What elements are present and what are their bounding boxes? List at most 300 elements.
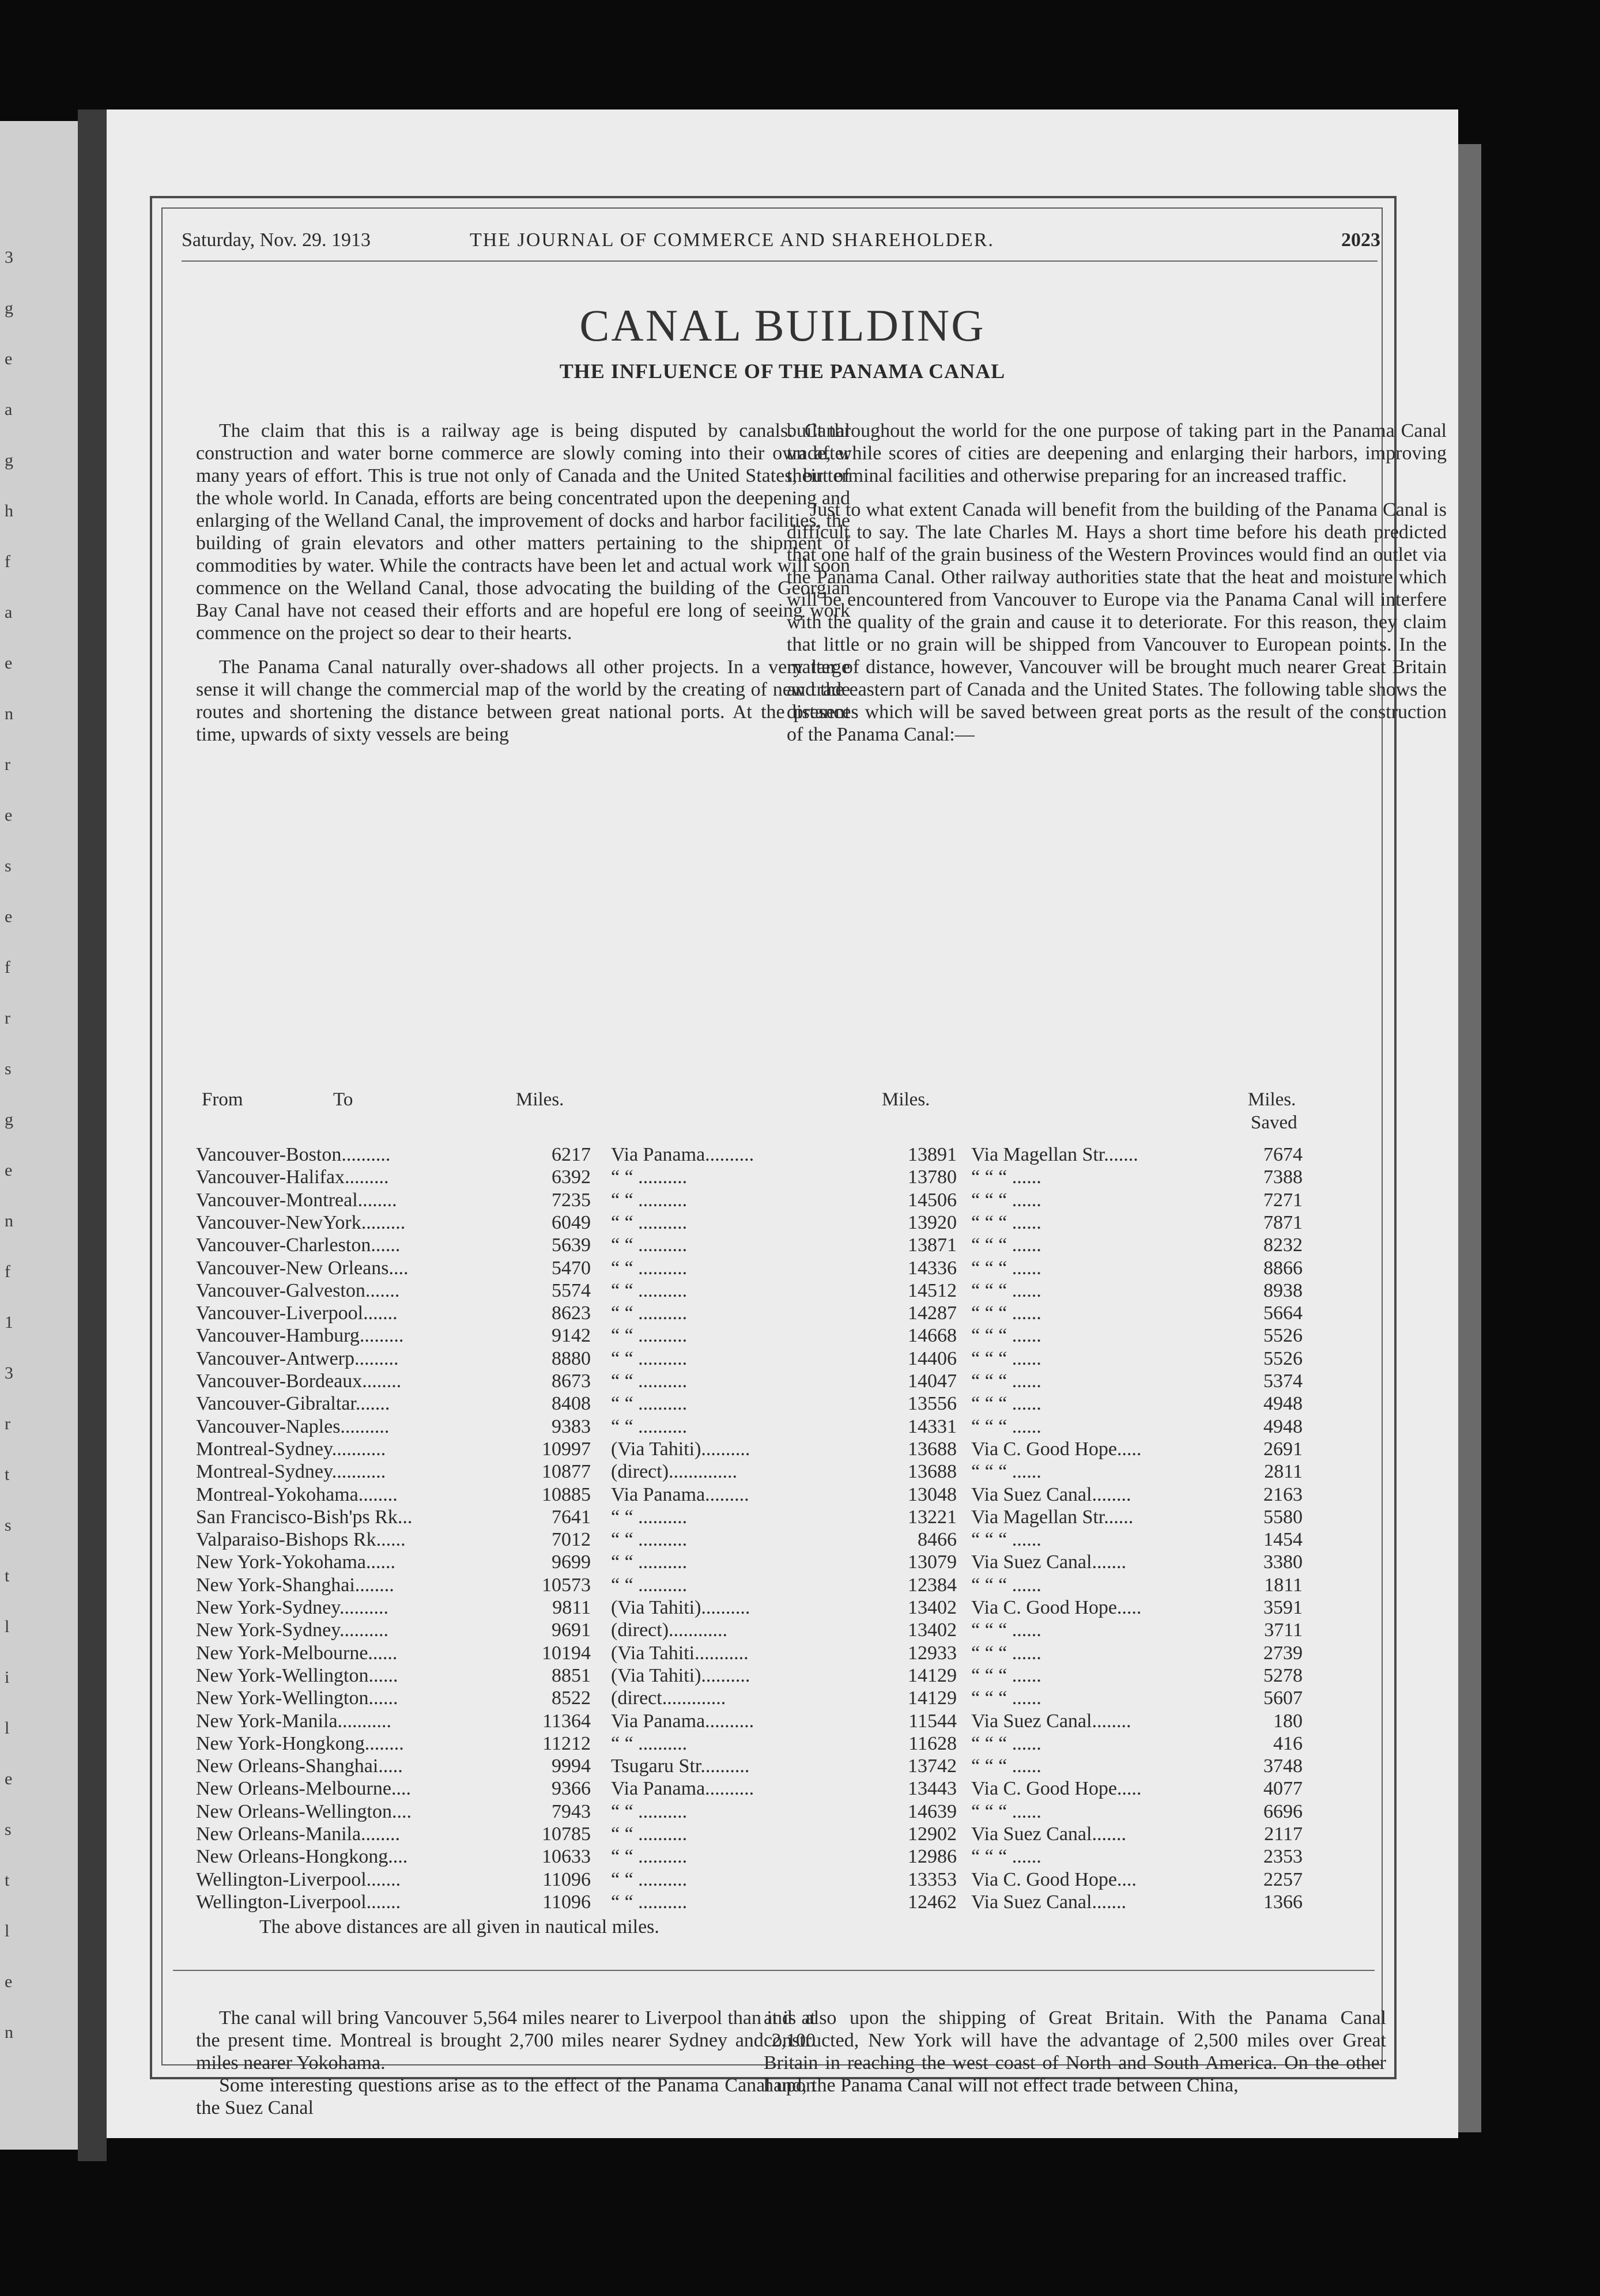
- table-row: [107, 1755, 1458, 1778]
- cell-route-via: “ “ ..........: [611, 1347, 688, 1369]
- cell-route-via: (direct)............: [611, 1619, 728, 1641]
- cell-route: Vancouver-Bordeaux........: [196, 1370, 402, 1392]
- table-row: [107, 1280, 1458, 1302]
- cell-miles-saved: 2353: [1263, 1846, 1303, 1868]
- book-gutter: [78, 109, 107, 2161]
- cell-route-via: “ “ ..........: [611, 1506, 688, 1528]
- table-note: The above distances are all given in nautical miles.: [259, 1916, 659, 1938]
- paragraph: The canal will bring Vancouver 5,564 miles nearer to Liverpool than it is at the present time. Montreal is brought 2,700 miles nearer Sydney and 2,100 miles nearer Yokohama.: [196, 2007, 816, 2074]
- cell-route-via: “ “ ..........: [611, 1234, 688, 1256]
- edge-letter: r: [5, 1009, 10, 1028]
- cell-miles-saved: 4077: [1263, 1778, 1303, 1800]
- cell-miles-saved: 1454: [1263, 1529, 1303, 1551]
- cell-route-via: “ “ ..........: [611, 1891, 688, 1913]
- cell-miles-saved: 3380: [1263, 1551, 1303, 1573]
- cell-miles-via-existing: 8851: [552, 1664, 591, 1686]
- cell-miles-saved: 2117: [1264, 1823, 1303, 1845]
- table-row: [107, 1778, 1458, 1800]
- cell-alt-route: Via C. Good Hope.....: [971, 1778, 1142, 1800]
- cell-miles-saved: 1366: [1263, 1891, 1303, 1913]
- edge-letter: f: [5, 1262, 10, 1281]
- table-row: [107, 1642, 1458, 1665]
- cell-route-via: (Via Tahiti)..........: [611, 1438, 750, 1460]
- cell-miles-saved: 2811: [1264, 1461, 1303, 1483]
- cell-miles-saved: 5278: [1263, 1664, 1303, 1686]
- cell-miles-via-existing: 10573: [542, 1574, 591, 1596]
- cell-route: Wellington-Liverpool.......: [196, 1868, 401, 1890]
- cell-miles-saved: 5374: [1263, 1370, 1303, 1392]
- cell-miles-via-existing: 7012: [552, 1529, 591, 1551]
- cell-alt-route: “ “ “ ......: [971, 1257, 1041, 1279]
- paragraph: Just to what extent Canada will benefit from the building of the Panama Canal is difficult to say. The late Charles M. Hays a short time before his death predicted that one half of the grain business of the Western Provinces would find an outlet via the Panama Canal. Other railway authorities state that the heat and moisture which will be encountered from Vancouver to Europe via the Panama Canal will interfere with the quality of the grain and cause it to deteriorate. For this reason, they claim that little or no grain will be shipped from Vancouver to European points. In the matter of distance, however, Vancouver will be brought much nearer Great Britain and the eastern part of Canada and the United States. The following table shows the distances which will be saved between great ports as the result of the construction of the Panama Canal:—: [787, 499, 1447, 745]
- cell-miles-saved: 7388: [1263, 1166, 1303, 1188]
- cell-miles-via-existing: 5574: [552, 1279, 591, 1301]
- cell-route-via: “ “ ..........: [611, 1393, 688, 1415]
- cell-alt-route: Via Suez Canal.......: [971, 1551, 1126, 1573]
- edge-letter: n: [5, 704, 13, 723]
- cell-miles-via-existing: 8623: [552, 1302, 591, 1324]
- cell-miles-alt: 12986: [908, 1846, 957, 1868]
- cell-route: Vancouver-Boston..........: [196, 1144, 391, 1165]
- cell-miles-alt: 13048: [908, 1483, 957, 1505]
- table-row: [107, 1166, 1458, 1189]
- cell-miles-alt: 13079: [908, 1551, 957, 1573]
- table-row: [107, 1619, 1458, 1642]
- edge-letter: g: [5, 1110, 13, 1129]
- edge-letter: h: [5, 501, 13, 520]
- cell-alt-route: “ “ “ ......: [971, 1393, 1041, 1415]
- cell-route: New York-Hongkong........: [196, 1732, 404, 1754]
- cell-route: New York-Melbourne......: [196, 1642, 398, 1664]
- cell-miles-alt: 14406: [908, 1347, 957, 1369]
- cell-miles-via-existing: 10785: [542, 1823, 591, 1845]
- cell-route-via: (direct)..............: [611, 1461, 738, 1483]
- cell-route: Montreal-Yokohama........: [196, 1483, 398, 1505]
- adjacent-page-edge: [0, 121, 78, 2150]
- cell-route-via: “ “ ..........: [611, 1302, 688, 1324]
- cell-miles-saved: 4948: [1263, 1415, 1303, 1437]
- cell-alt-route: “ “ “ ......: [971, 1732, 1041, 1754]
- cell-miles-alt: 13920: [908, 1211, 957, 1233]
- page-number: 2023: [1341, 229, 1380, 251]
- cell-miles-saved: 8938: [1263, 1279, 1303, 1301]
- cell-alt-route: Via Magellan Str.......: [971, 1144, 1138, 1165]
- table-row: [107, 1370, 1458, 1393]
- edge-letter: e: [5, 654, 13, 673]
- cell-alt-route: Via Suez Canal.......: [971, 1891, 1126, 1913]
- edge-letter: l: [5, 1617, 10, 1636]
- cell-route-via: (direct.............: [611, 1687, 726, 1709]
- cell-route-via: “ “ ..........: [611, 1415, 688, 1437]
- cell-miles-saved: 8866: [1263, 1257, 1303, 1279]
- cell-miles-alt: 14047: [908, 1370, 957, 1392]
- cell-route: Vancouver-Hamburg.........: [196, 1325, 404, 1347]
- cell-route-via: “ “ ..........: [611, 1823, 688, 1845]
- cell-miles-alt: 14336: [908, 1257, 957, 1279]
- cell-miles-alt: 11628: [908, 1732, 957, 1754]
- cell-miles-saved: 2257: [1263, 1868, 1303, 1890]
- cell-miles-alt: 14506: [908, 1189, 957, 1211]
- edge-letter: l: [5, 1921, 10, 1940]
- cell-miles-saved: 8232: [1263, 1234, 1303, 1256]
- cell-route: Vancouver-NewYork.........: [196, 1211, 406, 1233]
- cell-route-via: Via Panama.........: [611, 1483, 749, 1505]
- edge-letter: s: [5, 1820, 12, 1839]
- edge-letter: e: [5, 907, 13, 926]
- edge-letter: 1: [5, 1313, 13, 1332]
- cell-miles-via-existing: 9142: [552, 1325, 591, 1347]
- continuation-column-2: [764, 2007, 1386, 2108]
- cell-route: New Orleans-Melbourne....: [196, 1778, 411, 1800]
- cell-route: New York-Shanghai........: [196, 1574, 394, 1596]
- cell-miles-saved: 3711: [1264, 1619, 1303, 1641]
- edge-letter: e: [5, 1769, 13, 1788]
- cell-miles-alt: 13871: [908, 1234, 957, 1256]
- cell-route: Vancouver-Liverpool.......: [196, 1302, 398, 1324]
- cell-alt-route: “ “ “ ......: [971, 1211, 1041, 1233]
- cell-miles-alt: 13688: [908, 1438, 957, 1460]
- cell-miles-saved: 1811: [1264, 1574, 1303, 1596]
- cell-alt-route: “ “ “ ......: [971, 1800, 1041, 1822]
- cell-miles-saved: 2163: [1263, 1483, 1303, 1505]
- cell-alt-route: “ “ “ ......: [971, 1347, 1041, 1369]
- edge-letter: s: [5, 856, 12, 875]
- cell-route: Vancouver-Antwerp.........: [196, 1347, 399, 1369]
- cell-miles-saved: 4948: [1263, 1393, 1303, 1415]
- page-edge-shadow: [1458, 144, 1481, 2132]
- cell-miles-saved: 7674: [1263, 1144, 1303, 1165]
- edge-letter: i: [5, 1668, 10, 1687]
- cell-route: Vancouver-Montreal........: [196, 1189, 397, 1211]
- cell-miles-alt: 14129: [908, 1687, 957, 1709]
- edge-letter: e: [5, 1161, 13, 1180]
- cell-miles-via-existing: 6392: [552, 1166, 591, 1188]
- table-row: [107, 1529, 1458, 1551]
- cell-route-via: “ “ ..........: [611, 1800, 688, 1822]
- table-row: [107, 1710, 1458, 1733]
- cell-route: Montreal-Sydney...........: [196, 1438, 386, 1460]
- cell-route-via: “ “ ..........: [611, 1257, 688, 1279]
- cell-miles-via-existing: 9994: [552, 1755, 591, 1777]
- cell-miles-alt: 12462: [908, 1891, 957, 1913]
- cell-route-via: “ “ ..........: [611, 1846, 688, 1868]
- edge-letter: g: [5, 451, 13, 470]
- table-row: [107, 1869, 1458, 1891]
- cell-miles-via-existing: 10633: [542, 1846, 591, 1868]
- cell-miles-via-existing: 5470: [552, 1257, 591, 1279]
- cell-route-via: Tsugaru Str..........: [611, 1755, 750, 1777]
- cell-route: San Francisco-Bish'ps Rk...: [196, 1506, 413, 1528]
- cell-miles-via-existing: 8408: [552, 1393, 591, 1415]
- cell-route: New Orleans-Shanghai.....: [196, 1755, 403, 1777]
- cell-miles-saved: 2691: [1263, 1438, 1303, 1460]
- cell-miles-saved: 416: [1273, 1732, 1303, 1754]
- cell-alt-route: “ “ “ ......: [971, 1574, 1041, 1596]
- paragraph: built throughout the world for the one purpose of taking part in the Panama Canal trade, while scores of cities are deepening and enlarging their harbors, improving their terminal facilities and otherwise preparing for an increased traffic.: [787, 420, 1447, 486]
- table-row: [107, 1212, 1458, 1234]
- edge-letter: 3: [5, 1364, 13, 1383]
- edge-letter: e: [5, 806, 13, 825]
- cell-miles-saved: 2739: [1263, 1642, 1303, 1664]
- adjacent-page-text: [0, 121, 78, 2150]
- cell-alt-route: “ “ “ ......: [971, 1664, 1041, 1686]
- cell-alt-route: Via C. Good Hope.....: [971, 1438, 1142, 1460]
- cell-alt-route: “ “ “ ......: [971, 1189, 1041, 1211]
- table-row: [107, 1733, 1458, 1755]
- cell-miles-saved: 7871: [1263, 1211, 1303, 1233]
- cell-miles-alt: 13780: [908, 1166, 957, 1188]
- cell-miles-alt: 12933: [908, 1642, 957, 1664]
- cell-miles-alt: 14512: [908, 1279, 957, 1301]
- cell-alt-route: “ “ “ ......: [971, 1619, 1041, 1641]
- cell-route: New York-Sydney..........: [196, 1619, 389, 1641]
- cell-miles-via-existing: 6217: [552, 1144, 591, 1165]
- cell-route-via: “ “ ..........: [611, 1211, 688, 1233]
- cell-route-via: Via Panama..........: [611, 1710, 754, 1732]
- table-row: [107, 1506, 1458, 1529]
- table-row: [107, 1393, 1458, 1415]
- table-row: [107, 1551, 1458, 1574]
- table-row: [107, 1687, 1458, 1710]
- cell-miles-via-existing: 8522: [552, 1687, 591, 1709]
- table-row: [107, 1846, 1458, 1868]
- cell-route: Montreal-Sydney...........: [196, 1461, 386, 1483]
- cell-miles-saved: 6696: [1263, 1800, 1303, 1822]
- edge-letter: 3: [5, 248, 13, 267]
- cell-route-via: Via Panama..........: [611, 1778, 754, 1800]
- edge-letter: f: [5, 958, 10, 977]
- cell-route: New Orleans-Hongkong....: [196, 1846, 408, 1868]
- cell-alt-route: Via C. Good Hope....: [971, 1868, 1137, 1890]
- edge-letter: a: [5, 603, 13, 622]
- cell-miles-alt: 13221: [908, 1506, 957, 1528]
- cell-miles-via-existing: 5639: [552, 1234, 591, 1256]
- cell-route-via: “ “ ..........: [611, 1868, 688, 1890]
- cell-miles-via-existing: 7235: [552, 1189, 591, 1211]
- edge-letter: g: [5, 299, 13, 318]
- cell-miles-saved: 5607: [1263, 1687, 1303, 1709]
- issue-date: Saturday, Nov. 29. 1913: [182, 229, 371, 251]
- header-saved-2: Saved: [1251, 1112, 1297, 1133]
- table-row: [107, 1891, 1458, 1914]
- cell-alt-route: “ “ “ ......: [971, 1415, 1041, 1437]
- header-from: From: [202, 1089, 243, 1110]
- cell-route: Wellington-Liverpool.......: [196, 1891, 401, 1913]
- cell-route-via: “ “ ..........: [611, 1279, 688, 1301]
- journal-page: [107, 109, 1458, 2138]
- cell-miles-via-existing: 9383: [552, 1415, 591, 1437]
- continuation-column-1: [196, 2007, 816, 2131]
- cell-route: New Orleans-Wellington....: [196, 1800, 412, 1822]
- cell-route-via: “ “ ..........: [611, 1189, 688, 1211]
- cell-route-via: (Via Tahiti)..........: [611, 1664, 750, 1686]
- edge-letter: t: [5, 1566, 10, 1585]
- table-row: [107, 1302, 1458, 1325]
- cell-miles-via-existing: 9811: [552, 1597, 591, 1618]
- journal-name: THE JOURNAL OF COMMERCE AND SHAREHOLDER.: [470, 229, 994, 251]
- cell-alt-route: Via C. Good Hope.....: [971, 1597, 1142, 1618]
- edge-letter: s: [5, 1516, 12, 1535]
- edge-letter: e: [5, 349, 13, 368]
- table-row: [107, 1257, 1458, 1280]
- cell-miles-alt: 13353: [908, 1868, 957, 1890]
- edge-letter: n: [5, 2023, 13, 2042]
- cell-route: Vancouver-Charleston......: [196, 1234, 401, 1256]
- cell-alt-route: Via Magellan Str......: [971, 1506, 1134, 1528]
- article-subtitle: THE INFLUENCE OF THE PANAMA CANAL: [559, 360, 1006, 383]
- cell-alt-route: Via Suez Canal........: [971, 1710, 1131, 1732]
- paragraph: The Panama Canal naturally over-shadows all other projects. In a very large sense it will change the commercial map of the world by the creating of new trade routes and shortening the distance between great national ports. At the present time, upwards of sixty vessels are being: [196, 656, 850, 745]
- cell-route-via: (Via Tahiti...........: [611, 1642, 749, 1664]
- cell-route: New York-Yokohama......: [196, 1551, 396, 1573]
- cell-miles-saved: 5580: [1263, 1506, 1303, 1528]
- cell-alt-route: “ “ “ ......: [971, 1325, 1041, 1347]
- cell-alt-route: “ “ “ ......: [971, 1687, 1041, 1709]
- article-column-2: [787, 420, 1447, 757]
- edge-letter: r: [5, 1414, 10, 1433]
- cell-route: New York-Manila...........: [196, 1710, 392, 1732]
- header-rule: [182, 260, 1378, 262]
- cell-route-via: “ “ ..........: [611, 1529, 688, 1551]
- cell-route: New York-Wellington......: [196, 1687, 398, 1709]
- cell-route: Vancouver-Halifax.........: [196, 1166, 389, 1188]
- table-row: [107, 1325, 1458, 1347]
- cell-alt-route: “ “ “ ......: [971, 1755, 1041, 1777]
- cell-miles-saved: 3748: [1263, 1755, 1303, 1777]
- cell-miles-via-existing: 7943: [552, 1800, 591, 1822]
- paragraph: The claim that this is a railway age is being disputed by canals. Canal construction and water borne commerce are slowly coming into their own after many years of effort. This is true not only of Canada and the United States, but of the whole world. In Canada, efforts are being concentrated upon the deepening and enlarging of the Welland Canal, the improvement of docks and harbor facilities, the building of grain elevators and other matters pertaining to the shipment of commodities by water. While the contracts have been let and actual work will soon commence on the Welland Canal, those advocating the building of the Georgian Bay Canal have not ceased their efforts and are hopeful ere long of seeing work commence on the project so dear to their hearts.: [196, 420, 850, 644]
- cell-miles-via-existing: 11364: [542, 1710, 591, 1732]
- cell-miles-via-existing: 9366: [552, 1778, 591, 1800]
- cell-miles-via-existing: 6049: [552, 1211, 591, 1233]
- header-miles-2: Miles.: [882, 1089, 930, 1110]
- edge-letter: e: [5, 1972, 13, 1991]
- cell-miles-alt: 14287: [908, 1302, 957, 1324]
- edge-letter: f: [5, 552, 10, 571]
- cell-miles-via-existing: 8880: [552, 1347, 591, 1369]
- edge-letter: s: [5, 1059, 12, 1078]
- table-row: [107, 1144, 1458, 1166]
- cell-route: Vancouver-Galveston.......: [196, 1279, 400, 1301]
- cell-route: New York-Wellington......: [196, 1664, 398, 1686]
- table-row: [107, 1574, 1458, 1597]
- cell-route: Vancouver-Gibraltar.......: [196, 1393, 390, 1415]
- cell-alt-route: Via Suez Canal........: [971, 1483, 1131, 1505]
- cell-miles-alt: 13891: [908, 1144, 957, 1165]
- edge-letter: t: [5, 1465, 10, 1484]
- cell-miles-alt: 14129: [908, 1664, 957, 1686]
- cell-miles-saved: 5526: [1263, 1347, 1303, 1369]
- cell-miles-alt: 13443: [908, 1778, 957, 1800]
- paragraph: Some interesting questions arise as to the effect of the Panama Canal upon the Suez Canal: [196, 2075, 816, 2118]
- cell-route-via: “ “ ..........: [611, 1574, 688, 1596]
- cell-alt-route: “ “ “ ......: [971, 1234, 1041, 1256]
- table-row: [107, 1484, 1458, 1506]
- cell-miles-saved: 5526: [1263, 1325, 1303, 1347]
- cell-route: New Orleans-Manila........: [196, 1823, 401, 1845]
- table-row: [107, 1597, 1458, 1619]
- cell-miles-via-existing: 10997: [542, 1438, 591, 1460]
- cell-miles-alt: 13742: [908, 1755, 957, 1777]
- cell-route-via: “ “ ..........: [611, 1325, 688, 1347]
- cell-alt-route: “ “ “ ......: [971, 1166, 1041, 1188]
- cell-miles-alt: 14639: [908, 1800, 957, 1822]
- cell-miles-alt: 13556: [908, 1393, 957, 1415]
- header-saved-1: Miles.: [1248, 1089, 1296, 1110]
- cell-miles-alt: 12902: [908, 1823, 957, 1845]
- cell-miles-via-existing: 10194: [542, 1642, 591, 1664]
- cell-miles-alt: 12384: [908, 1574, 957, 1596]
- cell-miles-alt: 13402: [908, 1619, 957, 1641]
- cell-alt-route: “ “ “ ......: [971, 1529, 1041, 1551]
- cell-route-via: “ “ ..........: [611, 1370, 688, 1392]
- edge-letter: t: [5, 1871, 10, 1890]
- cell-miles-alt: 11544: [908, 1710, 957, 1732]
- cell-route: Vancouver-Naples..........: [196, 1415, 390, 1437]
- table-row: [107, 1801, 1458, 1823]
- table-row: [107, 1234, 1458, 1257]
- cell-miles-saved: 3591: [1263, 1597, 1303, 1618]
- cell-miles-via-existing: 9699: [552, 1551, 591, 1573]
- cell-route-via: “ “ ..........: [611, 1732, 688, 1754]
- cell-miles-via-existing: 11096: [542, 1891, 591, 1913]
- edge-letter: l: [5, 1719, 10, 1738]
- article-column-1: [196, 420, 850, 757]
- edge-letter: a: [5, 400, 13, 419]
- cell-miles-alt: 13688: [908, 1461, 957, 1483]
- cell-miles-via-existing: 10885: [542, 1483, 591, 1505]
- section-rule: [173, 1970, 1375, 1971]
- cell-miles-alt: 14668: [908, 1325, 957, 1347]
- table-row: [107, 1189, 1458, 1212]
- cell-alt-route: “ “ “ ......: [971, 1370, 1041, 1392]
- cell-miles-saved: 180: [1273, 1710, 1303, 1732]
- cell-miles-via-existing: 11212: [542, 1732, 591, 1754]
- header-miles-1: Miles.: [516, 1089, 564, 1110]
- cell-miles-via-existing: 7641: [552, 1506, 591, 1528]
- cell-route: New York-Sydney..........: [196, 1597, 389, 1618]
- cell-route: Vancouver-New Orleans....: [196, 1257, 409, 1279]
- cell-route-via: (Via Tahiti)..........: [611, 1597, 750, 1618]
- cell-alt-route: “ “ “ ......: [971, 1302, 1041, 1324]
- table-row: [107, 1416, 1458, 1438]
- cell-miles-via-existing: 9691: [552, 1619, 591, 1641]
- cell-alt-route: Via Suez Canal.......: [971, 1823, 1126, 1845]
- cell-miles-alt: 14331: [908, 1415, 957, 1437]
- edge-letter: n: [5, 1211, 13, 1230]
- article-title: CANAL BUILDING: [579, 300, 986, 350]
- cell-alt-route: “ “ “ ......: [971, 1461, 1041, 1483]
- cell-miles-alt: 8466: [918, 1529, 957, 1551]
- cell-miles-via-existing: 11096: [542, 1868, 591, 1890]
- cell-route-via: “ “ ..........: [611, 1166, 688, 1188]
- cell-miles-saved: 5664: [1263, 1302, 1303, 1324]
- edge-letter: r: [5, 755, 10, 774]
- table-row: [107, 1665, 1458, 1687]
- table-row: [107, 1823, 1458, 1846]
- header-to: To: [333, 1089, 353, 1110]
- cell-alt-route: “ “ “ ......: [971, 1846, 1041, 1868]
- cell-route: Valparaiso-Bishops Rk......: [196, 1529, 406, 1551]
- table-row: [107, 1461, 1458, 1483]
- table-row: [107, 1348, 1458, 1370]
- cell-alt-route: “ “ “ ......: [971, 1279, 1041, 1301]
- cell-route-via: Via Panama..........: [611, 1144, 754, 1165]
- cell-miles-via-existing: 10877: [542, 1461, 591, 1483]
- cell-route-via: “ “ ..........: [611, 1551, 688, 1573]
- paragraph: and also upon the shipping of Great Britain. With the Panama Canal constructed, New York will have the advantage of 2,500 miles over Great Britain in reaching the west coast of North and South America. On the other hand, the Panama Canal will not effect trade between China,: [764, 2007, 1386, 2096]
- running-header: [182, 229, 1380, 258]
